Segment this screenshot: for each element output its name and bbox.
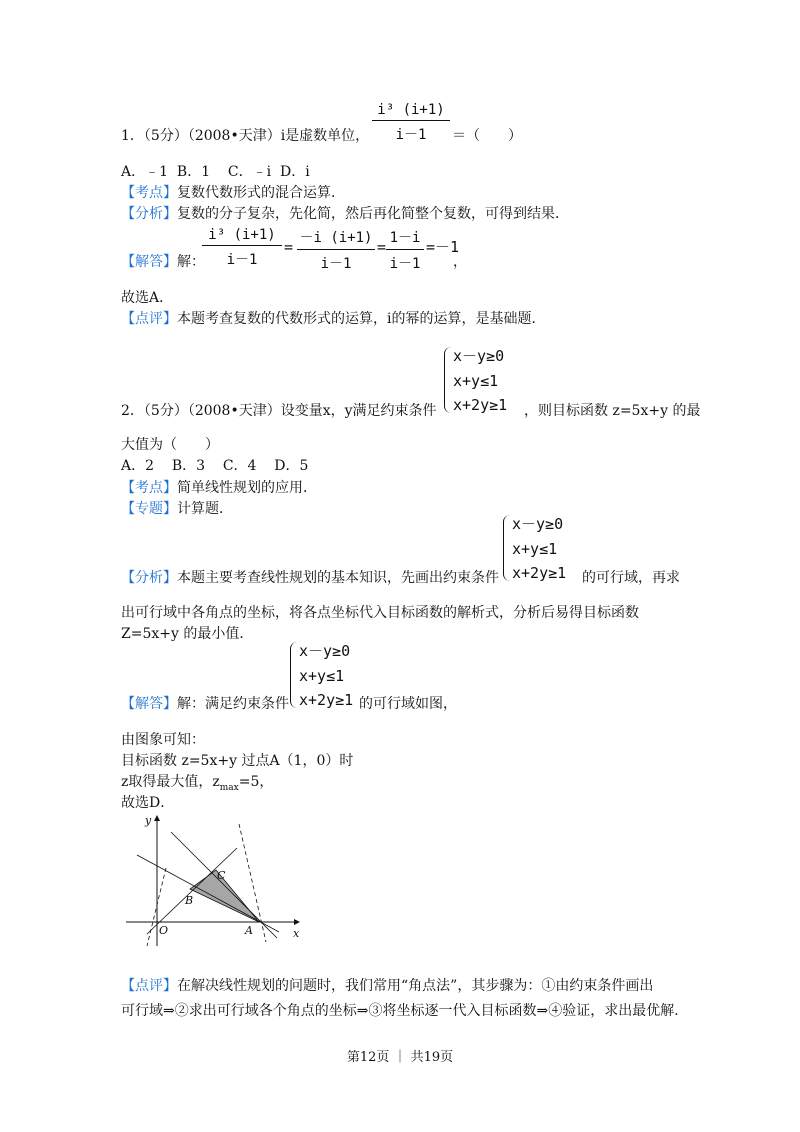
dianping-text: 在解决线性规划的问题时，我们常用“角点法”，其步骤为：①由约束条件画出 — [177, 978, 654, 994]
eq-comma: ， — [453, 254, 467, 270]
q2-line-c — [121, 775, 273, 793]
jieda-prefix: 解： — [177, 254, 205, 270]
eq-f3-num: 1－i — [389, 230, 421, 246]
line-x-plus-2y — [137, 855, 279, 932]
q2-fenxi-constraint-system — [503, 513, 583, 585]
line-c-post: =5， — [238, 774, 274, 790]
zhuanti-text: 计算题． — [177, 501, 233, 517]
q2-dianping-line2: 可行域⇒②求出可行域各个角点的坐标⇒③将坐标逐一代入目标函数⇒④验证，求出最优解． — [121, 1003, 689, 1019]
kaodian-tag: 【考点】 — [121, 480, 177, 496]
zmax-subscript: max — [219, 782, 239, 793]
q1-fenxi — [121, 207, 569, 221]
constraint-3: x+2y≥1 — [512, 564, 567, 582]
q2-jieda-tail: 的可行域如图， — [359, 696, 457, 712]
q2-fenxi-line3: Z=5x+y 的最小值． — [121, 626, 254, 642]
eq-f3-den: i－1 — [389, 256, 421, 272]
q2-fenxi-line2: 出可行域中各角点的坐标，将各点坐标代入目标函数的解析式，分析后易得目标函数 — [121, 605, 639, 621]
fenxi-tag: 【分析】 — [121, 206, 177, 222]
feasible-region-graph — [121, 810, 311, 950]
dianping-tag: 【点评】 — [121, 311, 177, 327]
line-c-pre: z取得最大值，z — [121, 774, 220, 790]
constraint-3: x+2y≥1 — [299, 691, 354, 709]
q1-eq-fraction-3 — [386, 227, 424, 273]
q1-options: A．﹣1 B．1 C．﹣i D．i — [121, 164, 310, 180]
dianping-tag: 【点评】 — [121, 978, 177, 994]
q2-intro: 2．（5分）（2008•天津）设变量x，y满足约束条件 — [121, 403, 437, 419]
brace — [290, 642, 297, 708]
q2-options: A．2 B．3 C．4 D．5 — [121, 458, 309, 474]
q1-answer: 故选A． — [121, 290, 174, 306]
eq-f2-den: i－1 — [320, 256, 352, 272]
q1-tail: ＝（ ） — [452, 128, 522, 144]
constraint-1: x－y≥0 — [453, 347, 505, 365]
equals-sign: = — [284, 238, 294, 256]
q2-constraint-system — [444, 345, 524, 417]
fenxi-text: 本题主要考查线性规划的基本知识，先画出约束条件 — [177, 570, 499, 586]
q1-dianping — [121, 312, 545, 326]
constraint-1: x－y≥0 — [512, 515, 564, 533]
q2-line-a: 由图象可知： — [121, 732, 205, 748]
eq-f1-num: i³ (i+1) — [208, 227, 276, 243]
eq-f2-num: －i (i+1) — [299, 230, 373, 246]
q2-intro-line2: 大值为（ ） — [121, 437, 219, 453]
q2-fenxi — [121, 571, 499, 585]
constraint-2: x+y≤1 — [453, 372, 499, 390]
q2-intro-tail: ，则目标函数 z=5x+y 的最 — [524, 403, 701, 419]
axis-y-label: y — [145, 814, 152, 827]
axis-x-label: x — [293, 927, 300, 940]
brace — [503, 515, 510, 581]
q2-line-b: 目标函数 z=5x+y 过点A（1，0）时 — [121, 753, 354, 769]
constraint-3: x+2y≥1 — [453, 396, 508, 414]
jieda-text: 解：满足约束条件 — [177, 696, 289, 712]
q1-jieda — [121, 255, 205, 269]
kaodian-text: 复数代数形式的混合运算． — [177, 185, 345, 201]
point-a-label: A — [245, 924, 253, 937]
q2-jieda — [121, 697, 289, 711]
zhuanti-tag: 【专题】 — [121, 501, 177, 517]
eq-f1-den: i－1 — [226, 252, 258, 268]
kaodian-tag: 【考点】 — [121, 185, 177, 201]
fenxi-text: 复数的分子复杂，先化简，然后再化简整个复数，可得到结果． — [177, 206, 569, 222]
point-b-label: B — [185, 894, 194, 907]
constraint-1: x－y≥0 — [299, 642, 351, 660]
q1-kaodian — [121, 186, 345, 200]
q2-jieda-constraint-system — [290, 640, 370, 712]
page-footer: 第12页 ｜ 共19页 — [346, 1050, 454, 1065]
q1-eq-fraction-1 — [202, 227, 282, 269]
q1-intro: 1．（5分）（2008•天津）i是虚数单位， — [121, 128, 370, 144]
dianping-text: 本题考查复数的代数形式的运算，i的幂的运算，是基础题． — [177, 311, 546, 327]
q1-fraction — [372, 102, 450, 144]
q1-eq-fraction-2 — [297, 227, 375, 273]
jieda-tag: 【解答】 — [121, 254, 177, 270]
origin-label: O — [159, 924, 169, 937]
eq-result: =－1 — [426, 238, 460, 256]
brace — [444, 347, 451, 413]
q1-frac-den: i－1 — [395, 127, 427, 143]
kaodian-text: 简单线性规划的应用． — [177, 480, 317, 496]
q2-answer: 故选D． — [121, 795, 175, 811]
fenxi-tag: 【分析】 — [121, 570, 177, 586]
q1-frac-num: i³ (i+1) — [377, 102, 445, 118]
constraint-2: x+y≤1 — [299, 667, 345, 685]
constraint-2: x+y≤1 — [512, 540, 558, 558]
q2-fenxi-tail: 的可行域，再求 — [582, 570, 680, 586]
q2-dianping — [121, 979, 653, 993]
q2-kaodian — [121, 481, 317, 495]
q2-zhuanti — [121, 502, 233, 516]
equals-sign: = — [377, 238, 387, 256]
jieda-tag: 【解答】 — [121, 696, 177, 712]
point-c-label: C — [217, 869, 226, 882]
